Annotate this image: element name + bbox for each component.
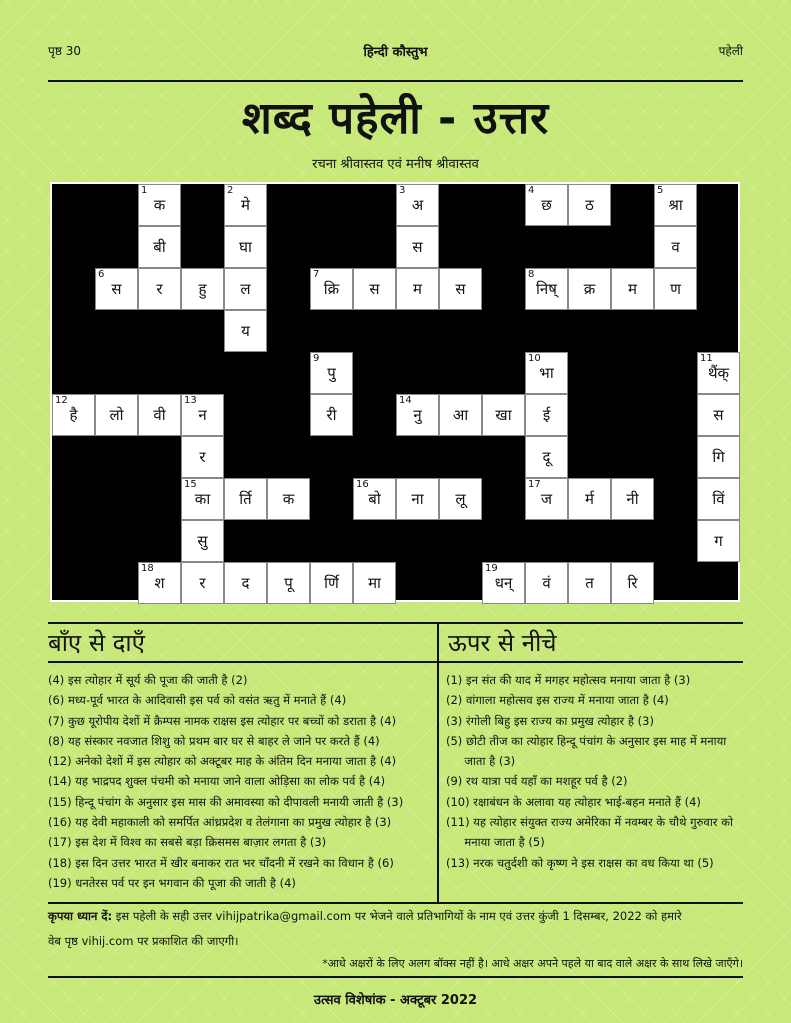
grid-cell (224, 226, 267, 268)
grid-cell (697, 520, 740, 562)
cell-letter: मे (241, 196, 250, 214)
cell-number: 16 (356, 479, 369, 490)
cell-letter: धन् (494, 574, 513, 592)
grid-cell (568, 184, 611, 226)
grid-cell (611, 478, 654, 520)
note-text-1: इस पहेली के सही उत्तर vihijpatrika@gmail.com पर भेजने वाले प्रतिभागियों के नाम एवं उत्तर कुंजी 1 दिसम्बर, 2022 को हमारे (112, 909, 682, 923)
grid-cell (181, 268, 224, 310)
cell-letter: स (455, 280, 466, 298)
cell-letter: र (199, 448, 206, 466)
down-clue: (10) रक्षाबंधन के अलावा यह त्योहार भाई-बहन मनाते हैं (4) (446, 794, 701, 809)
across-clue: (19) धनतेरस पर्व पर इन भगवान की पूजा की जाती है (4) (48, 875, 296, 890)
cell-letter: र्णि (324, 574, 339, 592)
cell-number: 11 (700, 353, 713, 364)
grid-cell (353, 562, 396, 604)
cell-letter: विं (712, 490, 725, 508)
grid-cell (181, 520, 224, 562)
across-clue: (4) इस त्योहार में सूर्य की पूजा की जाती है (2) (48, 673, 248, 687)
cell-letter: ग (714, 532, 723, 550)
magazine-name: हिन्दी कौस्तुभ (363, 45, 428, 60)
grid-cell (439, 394, 482, 436)
cell-letter: ण (670, 280, 681, 298)
grid-cell (224, 184, 267, 226)
grid-cell (138, 394, 181, 436)
grid-cell (310, 268, 353, 310)
notes-rule (48, 902, 743, 904)
cell-letter: ज (540, 490, 553, 508)
grid-cell (138, 268, 181, 310)
cell-letter: र्म (585, 490, 594, 508)
cell-number: 5 (657, 185, 664, 196)
across-clue: (8) यह संस्कार नवजात शिशु को प्रथम बार घर से बाहर ले जाने पर करते हैं (4) (48, 733, 380, 748)
cell-letter: री (326, 406, 337, 424)
cell-letter: वी (153, 406, 166, 424)
cell-letter: लो (109, 406, 124, 424)
across-heading: बाँए से दाएँ (48, 629, 145, 657)
grid-cell (568, 478, 611, 520)
cell-number: 2 (227, 185, 234, 196)
down-clue: (1) इन संत की याद में मगहर महोत्सव मनाया जाता है (3) (446, 673, 691, 687)
cell-letter: सु (197, 532, 208, 550)
cell-letter: है (69, 406, 78, 424)
cell-letter: अ (411, 196, 424, 214)
grid-cell (525, 478, 568, 520)
grid-cell (611, 562, 654, 604)
cell-letter: क (153, 196, 166, 214)
cell-letter: स (111, 280, 122, 298)
cell-letter: ल (240, 280, 251, 298)
grid-cell (525, 436, 568, 478)
grid-cell (267, 478, 310, 520)
cell-number: 1 (141, 185, 148, 196)
cell-number: 8 (528, 269, 535, 280)
cell-letter: त (585, 574, 594, 592)
grid-cell (52, 394, 95, 436)
grid-cell (568, 268, 611, 310)
grid-cell (138, 226, 181, 268)
cell-letter: ना (411, 490, 424, 508)
cell-number: 19 (485, 563, 498, 574)
cell-letter: भा (539, 364, 554, 382)
cell-number: 10 (528, 353, 541, 364)
cell-letter: र्ति (239, 490, 252, 508)
grid-cell (396, 184, 439, 226)
grid-cell (396, 268, 439, 310)
across-clue: (15) हिन्दू पंचांग के अनुसार इस मास की अमावस्या को दीपावली मनायी जाती है (3) (48, 794, 404, 809)
cell-letter: पु (327, 364, 336, 382)
down-clue: (5) छोटी तीज का त्योहार हिन्दू पंचांग के अनुसार इस माह में मनाया जाता है (3) (446, 733, 727, 769)
grid-cell (697, 394, 740, 436)
grid-cell (654, 268, 697, 310)
header-rule (48, 80, 743, 82)
grid-cell (525, 268, 568, 310)
grid-cell (482, 394, 525, 436)
across-clue: (12) अनेको देशों में इस त्योहार को अक्टूबर माह के अंतिम दिन मनाया जाता है (4) (48, 754, 397, 769)
grid-cell (439, 478, 482, 520)
note-line-1 (48, 909, 743, 924)
down-clue: (3) रंगोली बिहु इस राज्य का प्रमुख त्योहार है (3) (446, 713, 654, 728)
across-clue: (7) कुछ यूरोपीय देशों में क्रैम्पस नामक राक्षस इस त्योहार पर बच्चों को डराता है (4) (48, 713, 397, 728)
cell-letter: श (154, 574, 165, 592)
cell-number: 18 (141, 563, 154, 574)
cell-letter: का (194, 490, 211, 508)
cell-letter: य (241, 322, 250, 340)
grid-cell (224, 310, 267, 352)
clues-column-divider (437, 624, 439, 902)
grid-cell (525, 562, 568, 604)
grid-cell (310, 562, 353, 604)
cell-letter: क (282, 490, 295, 508)
cell-letter: पू (284, 574, 293, 592)
cell-letter: नी (626, 490, 639, 508)
down-clue: (11) यह त्योहार संयुक्त राज्य अमेरिका में नवम्बर के चौथे गुरुवार को मनाया जाता है (5) (446, 815, 733, 850)
grid-cell (396, 226, 439, 268)
page-number: पृष्ठ 30 (48, 44, 81, 58)
cell-letter: म (628, 280, 637, 298)
across-clue: (17) इस देश में विश्व का सबसे बड़ा क्रिसमस बाज़ार लगता है (3) (48, 835, 327, 850)
cell-letter: र (156, 280, 163, 298)
page-title: शब्द पहेली - उत्तर (241, 93, 550, 144)
grid-cell (525, 184, 568, 226)
grid-cell (181, 478, 224, 520)
note-label: कृपया ध्यान दें: (48, 909, 113, 923)
cell-letter: क्रि (323, 280, 340, 298)
section-name: पहेली (718, 44, 743, 58)
grid-cell (224, 562, 267, 604)
down-clue: (2) वांगाला महोत्सव इस राज्य में मनाया जाता है (4) (446, 693, 669, 708)
cell-letter: घा (239, 238, 252, 256)
crossword-grid (50, 182, 740, 602)
down-heading: ऊपर से नीचे (448, 629, 557, 657)
cell-number: 13 (184, 395, 197, 406)
cell-letter: ई (542, 406, 551, 424)
clues-heading-rule (48, 661, 743, 663)
cell-letter: व (671, 238, 680, 256)
cell-letter: हु (198, 280, 207, 298)
cell-letter: म (413, 280, 422, 298)
cell-number: 9 (313, 353, 320, 364)
grid-cell (525, 352, 568, 394)
cell-letter: श्रा (668, 196, 683, 214)
cell-letter: स (369, 280, 380, 298)
cell-number: 15 (184, 479, 197, 490)
across-clue: (16) यह देवी महाकाली को समर्पित आंध्रप्रदेश व तेलंगाना का प्रमुख त्योहार है (3) (48, 815, 392, 830)
cell-letter: बो (368, 490, 381, 508)
cell-number: 6 (98, 269, 105, 280)
across-clue: (14) यह भाद्रपद शुक्ल पंचमी को मनाया जाने वाला ओड़िसा का लोक पर्व है (4) (48, 774, 386, 789)
cell-letter: नु (413, 406, 422, 424)
cell-letter: र (199, 574, 206, 592)
cell-number: 12 (55, 395, 68, 406)
grid-cell (396, 478, 439, 520)
grid-cell (396, 394, 439, 436)
grid-cell (611, 268, 654, 310)
cell-number: 7 (313, 269, 320, 280)
grid-cell (95, 268, 138, 310)
grid-cell (224, 478, 267, 520)
cell-letter: निष् (536, 280, 557, 298)
cell-letter: ठ (585, 196, 594, 214)
cell-letter: क्र (583, 280, 596, 298)
grid-cell (181, 394, 224, 436)
grid-cell (353, 268, 396, 310)
grid-cell (181, 562, 224, 604)
grid-cell (654, 226, 697, 268)
grid-cell (697, 352, 740, 394)
cell-letter: लू (455, 490, 466, 508)
grid-cell (310, 352, 353, 394)
across-clue: (18) इस दिन उत्तर भारत में खीर बनाकर रात भर चाँदनी में रखने का विधान है (6) (48, 855, 394, 870)
grid-cell (267, 562, 310, 604)
footer-rule (48, 976, 743, 978)
grid-cell (482, 562, 525, 604)
grid-cell (181, 436, 224, 478)
grid-cell (138, 562, 181, 604)
grid-cell (697, 478, 740, 520)
grid-cell (353, 478, 396, 520)
grid-cell (654, 184, 697, 226)
note-line-2: वेब पृष्ठ vihij.com पर प्रकाशित की जाएगी। (48, 934, 239, 948)
grid-cell (568, 562, 611, 604)
cell-letter: द (241, 574, 250, 592)
cell-letter: आ (452, 406, 469, 424)
clues-top-rule (48, 622, 743, 624)
cell-number: 17 (528, 479, 541, 490)
cell-letter: स (412, 238, 423, 256)
cell-letter: रि (627, 574, 638, 592)
across-clue-list (48, 670, 433, 893)
cell-letter: दू (542, 448, 551, 466)
cell-letter: खा (495, 406, 512, 424)
grid-cell (224, 268, 267, 310)
cell-letter: गि (712, 448, 725, 466)
down-clue: (13) नरक चतुर्दशी को कृष्ण ने इस राक्षस का वध किया था (5) (446, 855, 714, 870)
cell-number: 3 (399, 185, 406, 196)
grid-cell (697, 436, 740, 478)
cell-letter: स (713, 406, 724, 424)
cell-number: 4 (528, 185, 535, 196)
grid-cell (310, 394, 353, 436)
grid-cell (138, 184, 181, 226)
footer-text: उत्सव विशेषांक - अक्टूबर 2022 (313, 993, 478, 1008)
cell-number: 14 (399, 395, 412, 406)
down-clue-list (446, 670, 746, 873)
across-clue: (6) मध्य-पूर्व भारत के आदिवासी इस पर्व को वसंत ऋतु में मनाते हैं (4) (48, 693, 347, 708)
cell-letter: बी (153, 238, 166, 256)
cell-letter: मा (368, 574, 381, 592)
note-footnote: *आधे अक्षरों के लिए अलग बॉक्स नहीं है। आधे अक्षर अपने पहले या बाद वाले अक्षर के साथ लिखे जाएँगे। (322, 957, 743, 970)
grid-cell (525, 394, 568, 436)
byline: रचना श्रीवास्तव एवं मनीष श्रीवास्तव (312, 157, 479, 172)
grid-cell (439, 268, 482, 310)
down-clue: (9) रथ यात्रा पर्व यहाँ का मशहूर पर्व है (2) (446, 774, 628, 789)
cell-letter: न (198, 406, 207, 424)
cell-letter: छ (541, 196, 552, 214)
grid-cell (95, 394, 138, 436)
cell-letter: थैंक् (707, 364, 730, 382)
cell-letter: वं (542, 574, 551, 592)
